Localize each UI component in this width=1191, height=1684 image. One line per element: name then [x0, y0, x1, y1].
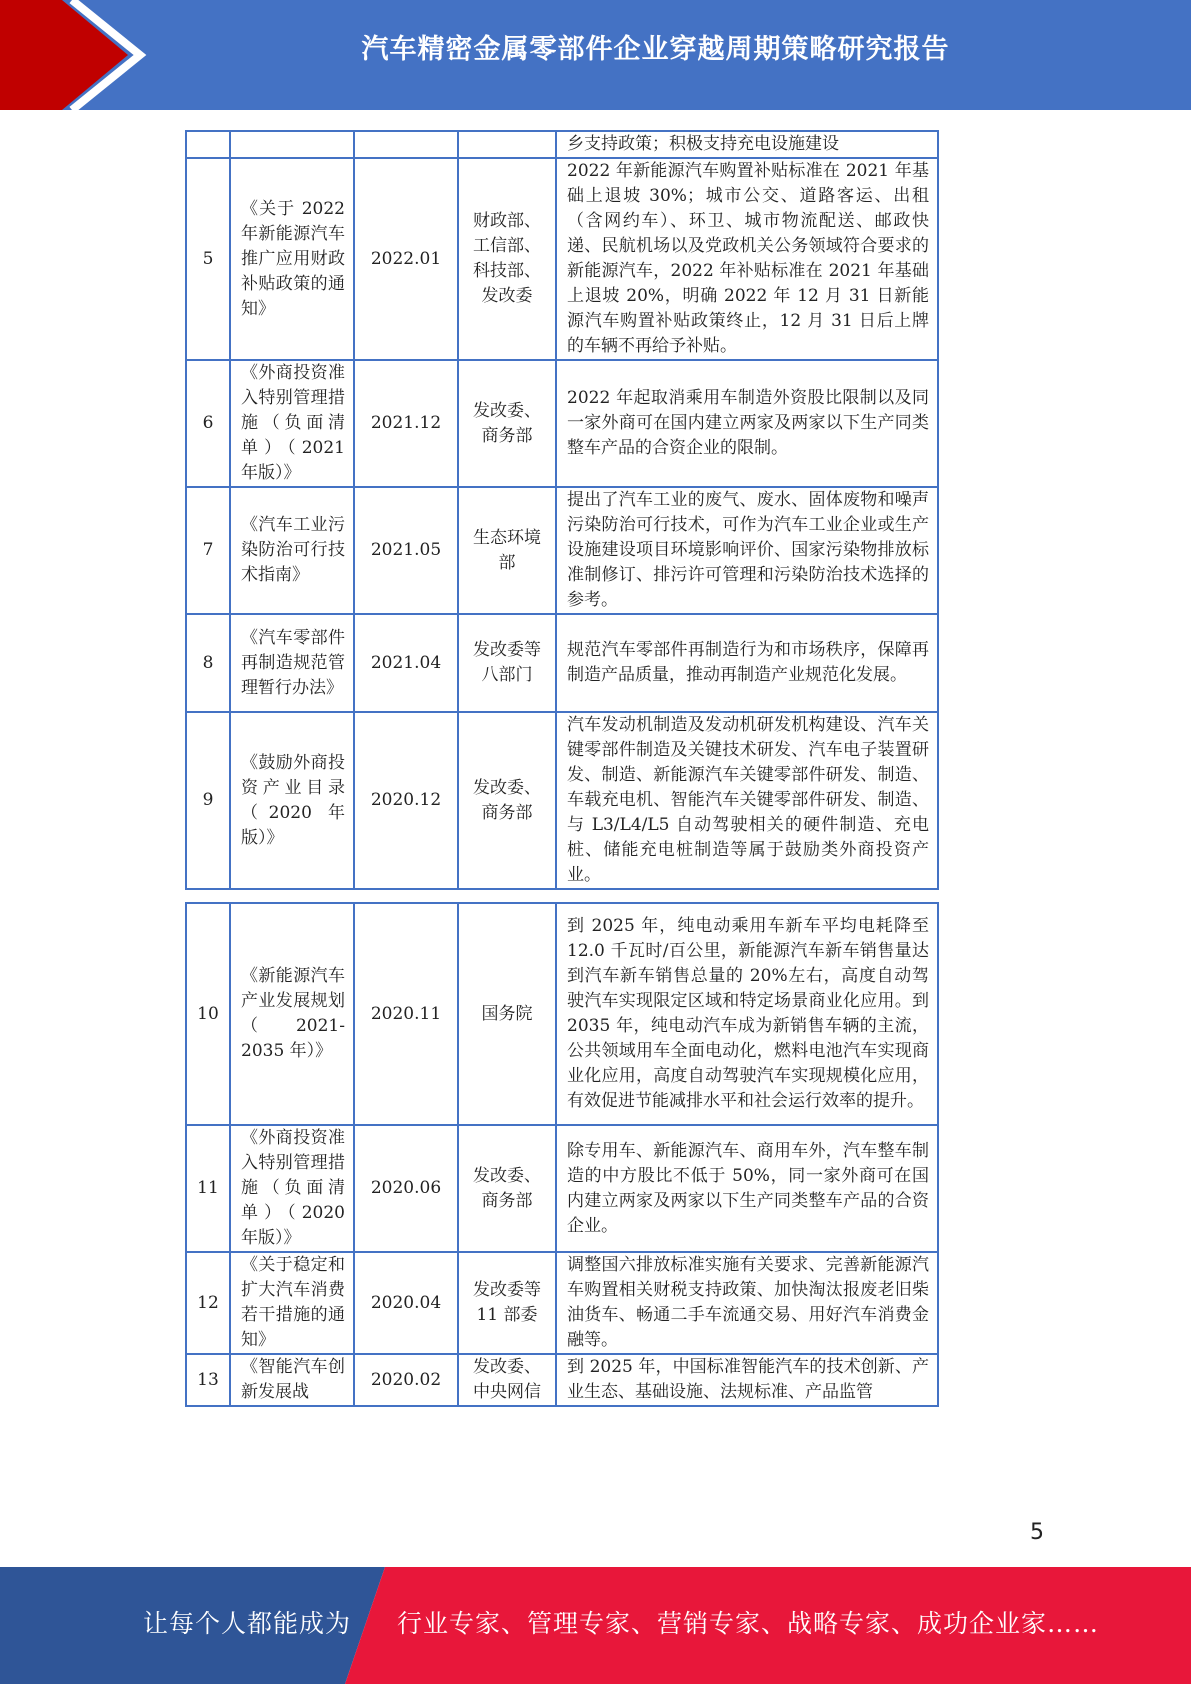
table-row	[186, 712, 938, 889]
policy-name: 《关于稳定和扩大汽车消费若干措施的通知》	[230, 1252, 354, 1354]
row-number	[186, 131, 230, 158]
row-number: 7	[186, 487, 230, 614]
policy-content: 除专用车、新能源汽车、商用车外，汽车整车制造的中方股比不低于 50%，同一家外商可在国内建立两家及两家以下生产同类整车产品的合资企业。	[556, 1125, 938, 1252]
policy-content: 调整国六排放标准实施有关要求、完善新能源汽车购置相关财税支持政策、加快淘汰报废老旧柴油货车、畅通二手车流通交易、用好汽车消费金融等。	[556, 1252, 938, 1354]
policy-date: 2020.11	[354, 903, 458, 1125]
policy-content: 2022 年新能源汽车购置补贴标准在 2021 年基础上退坡 30%；城市公交、道路客运、出租（含网约车）、环卫、城市物流配送、邮政快递、民航机场以及党政机关公务领域符合要求的新能源汽车，2022 年补贴标准在 2021 年基础上退坡 20%，明确 2022 年 12 月 31 日新能源汽车购置补贴政策终止，12 月 31 日后上牌的车辆不再给予补贴。	[556, 158, 938, 360]
policy-date: 2020.06	[354, 1125, 458, 1252]
policy-content: 汽车发动机制造及发动机研发机构建设、汽车关键零部件制造及关键技术研发、汽车电子装置研发、制造、新能源汽车关键零部件研发、制造、车载充电机、智能汽车关键零部件研发、制造、与 L3/L4/L5 自动驾驶相关的硬件制造、充电桩、储能充电桩制造等属于鼓励类外商投资产业。	[556, 712, 938, 889]
table-row	[186, 1354, 938, 1406]
policy-table-lower	[185, 902, 939, 1407]
table-row	[186, 158, 938, 360]
policy-name: 《新能源汽车产业发展规划（2021-2035 年）》	[230, 903, 354, 1125]
policy-content: 2022 年起取消乘用车制造外资股比限制以及同一家外商可在国内建立两家及两家以下生产同类整车产品的合资企业的限制。	[556, 360, 938, 487]
row-number: 5	[186, 158, 230, 360]
policy-date: 2021.05	[354, 487, 458, 614]
policy-name: 《汽车工业污染防治可行技术指南》	[230, 487, 354, 614]
policy-date	[354, 131, 458, 158]
page-number: 5	[1030, 1520, 1044, 1545]
issuing-department: 国务院	[458, 903, 556, 1125]
policy-table-upper	[185, 130, 939, 890]
table-row	[186, 131, 938, 158]
issuing-department: 生态环境部	[458, 487, 556, 614]
footer-slogan-left: 让每个人都能成为	[143, 1609, 352, 1638]
policy-name	[230, 131, 354, 158]
row-number: 6	[186, 360, 230, 487]
policy-name: 《智能汽车创新发展战	[230, 1354, 354, 1406]
policy-content: 规范汽车零部件再制造行为和市场秩序，保障再制造产品质量，推动再制造产业规范化发展。	[556, 614, 938, 712]
issuing-department: 发改委等 11 部委	[458, 1252, 556, 1354]
policy-date: 2020.04	[354, 1252, 458, 1354]
policy-date: 2020.02	[354, 1354, 458, 1406]
policy-date: 2022.01	[354, 158, 458, 360]
issuing-department: 发改委等八部门	[458, 614, 556, 712]
table-row	[186, 903, 938, 1125]
policy-content: 提出了汽车工业的废气、废水、固体废物和噪声污染防治可行技术，可作为汽车工业企业或生产设施建设项目环境影响评价、国家污染物排放标准制修订、排污许可管理和污染防治技术选择的参考。	[556, 487, 938, 614]
policy-name: 《关于 2022 年新能源汽车推广应用财政补贴政策的通知》	[230, 158, 354, 360]
issuing-department: 发改委、商务部	[458, 712, 556, 889]
policy-date: 2020.12	[354, 712, 458, 889]
page-footer	[0, 1567, 1191, 1684]
policy-name: 《鼓励外商投资产业目录（2020 年版）》	[230, 712, 354, 889]
row-number: 11	[186, 1125, 230, 1252]
table-row	[186, 1125, 938, 1252]
table-row	[186, 360, 938, 487]
issuing-department	[458, 131, 556, 158]
row-number: 9	[186, 712, 230, 889]
table-row	[186, 1252, 938, 1354]
report-title: 汽车精密金属零部件企业穿越周期策略研究报告	[361, 34, 950, 65]
policy-content: 乡支持政策；积极支持充电设施建设	[556, 131, 938, 158]
row-number: 13	[186, 1354, 230, 1406]
page-header	[0, 0, 1191, 110]
policy-name: 《外商投资准入特别管理措施（负面清单）（2020 年版）》	[230, 1125, 354, 1252]
issuing-department: 发改委、中央网信	[458, 1354, 556, 1406]
issuing-department: 财政部、工信部、科技部、发改委	[458, 158, 556, 360]
issuing-department: 发改委、商务部	[458, 360, 556, 487]
footer-slogan-right: 行业专家、管理专家、营销专家、战略专家、成功企业家……	[397, 1609, 1100, 1638]
row-number: 10	[186, 903, 230, 1125]
row-number: 12	[186, 1252, 230, 1354]
policy-date: 2021.12	[354, 360, 458, 487]
table-row	[186, 614, 938, 712]
issuing-department: 发改委、商务部	[458, 1125, 556, 1252]
policy-content: 到 2025 年，纯电动乘用车新车平均电耗降至 12.0 千瓦时/百公里，新能源汽车新车销售量达到汽车新车销售总量的 20%左右，高度自动驾驶汽车实现限定区域和特定场景商业化应用。到 2035 年，纯电动汽车成为新销售车辆的主流，公共领域用车全面电动化，燃料电池汽车实现商业化应用，高度自动驾驶汽车实现规模化应用，有效促进节能减排水平和社会运行效率的提升。	[556, 903, 938, 1125]
row-number: 8	[186, 614, 230, 712]
policy-content: 到 2025 年，中国标准智能汽车的技术创新、产业生态、基础设施、法规标准、产品监管	[556, 1354, 938, 1406]
policy-name: 《外商投资准入特别管理措施（负面清单）（2021 年版）》	[230, 360, 354, 487]
table-row	[186, 487, 938, 614]
policy-name: 《汽车零部件再制造规范管理暂行办法》	[230, 614, 354, 712]
policy-date: 2021.04	[354, 614, 458, 712]
